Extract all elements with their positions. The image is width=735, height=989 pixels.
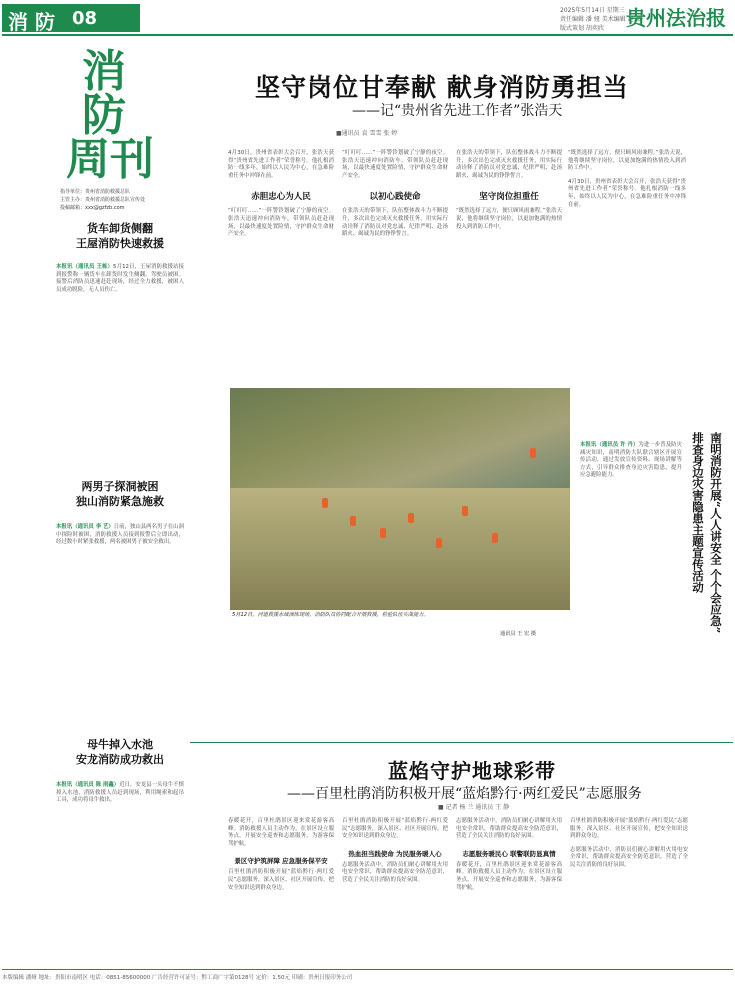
feature-paragraph: 在张浩天的带领下，队伍整体战斗力不断提升，多次出色完成灭火救援任务，用实际行动诠释了消防员对党忠诚、纪律严明、赴汤蹈火、竭诚为民的铮铮誓言。 xyxy=(342,208,448,238)
left-article-1 xyxy=(56,222,184,294)
issue-date: 2025年5月14日 星期三 xyxy=(560,7,625,14)
feature-paragraph: “既然选择了远方，便只顾风雨兼程。”张浩天说，他将继续坚守岗位，以更加饱满的热情投入到消防工作中。 xyxy=(568,150,686,172)
article-title-line1: 两男子探洞被困 xyxy=(81,480,159,493)
mid-col-4 xyxy=(570,818,688,870)
footer-rule xyxy=(2,969,733,970)
feature-paragraph: 4月30日，贵州省表彰大会召开，张浩天获得“贵州省先进工作者”荣誉称号。他扎根消防一线多年，始终以人民为中心，在急难险重任务中冲锋在前。 xyxy=(228,150,334,179)
mid-section-head: 景区守护筑屏障 应急服务保平安 xyxy=(234,857,328,866)
mid-paragraph: 志愿服务活动中，消防员们耐心讲解用火用电安全常识，帮助群众提高安全防范意识，营造了全民关注消防的良好氛围。 xyxy=(342,861,448,883)
side-title-a: 南明消防开展“人人讲安全 个个会应急” xyxy=(709,432,723,634)
feature-section-head: 以初心践使命 xyxy=(369,192,421,203)
feature-paragraph: 在张浩天的带领下，队伍整体战斗力不断提升，多次出色完成灭火救援任务，用实际行动诠释了消防员对党忠诚、纪律严明、赴汤蹈火、竭诚为民的铮铮誓言。 xyxy=(456,150,562,179)
editor-line-1: 指导单位：贵州省消防救援总队 xyxy=(60,189,131,195)
mid-paragraph: 百里杜鹃消防积极开展“蓝焰黔行·两红爱民”志愿服务，深入景区、社区开展宣传，把安全知识送到群众身边。 xyxy=(570,818,688,840)
mid-paragraph: 百里杜鹃消防积极开展“蓝焰黔行·两红爱民”志愿服务，深入景区、社区开展宣传，把安全知识送到群众身边。 xyxy=(228,869,334,891)
mid-paragraph: 志愿服务活动中，消防员们耐心讲解用火用电安全常识，帮助群众提高安全防范意识，营造了全民关注消防的良好氛围。 xyxy=(570,846,688,868)
feature-col-1 xyxy=(228,150,334,239)
feature-col-4 xyxy=(568,150,686,209)
article-title-line1: 母牛掉入水池 xyxy=(87,738,153,751)
mid-paragraph: 春暖花开，百里杜鹃景区迎来赏花游客高峰。消防救援人员主动作为，在景区设立服务点，开展安全巡查和志愿服务，为游客保驾护航。 xyxy=(456,861,562,891)
feature-subtitle: ——记“贵州省先进工作者”张浩天 xyxy=(352,103,563,119)
rescuer-figure xyxy=(462,506,468,516)
rescuer-figure xyxy=(322,498,328,508)
left-article-2 xyxy=(56,480,184,547)
article-title-line2: 王屋消防快速救援 xyxy=(76,237,164,250)
feature-paragraph: “叮叮叮……”一阵警铃划破了宁静的夜空。张浩天迅速冲向消防车，带领队员赶赴现场，以最快速度处置险情，守护群众生命财产安全。 xyxy=(342,150,448,179)
mid-paragraph: 春暖花开，百里杜鹃景区迎来赏花游客高峰。消防救援人员主动作为，在景区设立服务点，开展安全巡查和志愿服务，为游客保驾护航。 xyxy=(228,818,334,847)
side-title-b: 排查身边灾害隐患主题宣传活动 xyxy=(691,432,705,593)
rescuer-figure xyxy=(530,448,536,458)
photo-water xyxy=(230,488,570,610)
mid-paragraph: 志愿服务活动中，消防员们耐心讲解用火用电安全常识，帮助群众提高安全防范意识，营造了全民关注消防的良好氛围。 xyxy=(456,818,562,840)
article-title-line2: 独山消防紧急施救 xyxy=(76,495,164,508)
article-byline: 本报讯（通讯员 陈 雨鑫） xyxy=(56,782,120,788)
mid-section-head: 志愿服务暖民心 联警联防显真情 xyxy=(462,849,556,858)
mid-reporters: ■ 记者 杨 兰 通讯员 王 静 xyxy=(438,804,510,811)
column-logo-top: 消防 xyxy=(82,46,126,141)
header-rule xyxy=(2,34,733,36)
rescue-photo xyxy=(230,388,570,610)
mid-subtitle: ——百里杜鹃消防积极开展“蓝焰黔行·两红爱民”志愿服务 xyxy=(287,786,642,802)
page-footer: 本版编辑 潘娅 地址：贵阳市南明区 电话：0851-85600000 广告经营许可证号：黔工商广字第0128号 定价：1.50元 印刷：贵州日报印务公司 xyxy=(2,975,353,981)
photo-caption: 5月12日，河道救援水域演练现场，消防队员协同配合开展救援，检验队伍实战能力。 xyxy=(232,612,429,618)
feature-paragraph: “既然选择了远方，便只顾风雨兼程。”张浩天说，他将继续坚守岗位，以更加饱满的热情投入到消防工作中。 xyxy=(456,208,562,230)
feature-paragraph: 4月30日，贵州省表彰大会召开，张浩天获得“贵州省先进工作者”荣誉称号。他扎根消防一线多年，始终以人民为中心，在急难险重任务中冲锋在前。 xyxy=(568,178,686,208)
layout-line: 版式策划 胡奕欣 xyxy=(560,25,604,32)
article-title-line1: 货车卸货侧翻 xyxy=(87,222,153,235)
rescuer-figure xyxy=(408,513,414,523)
article-body: 日前，独山县两名男子在山洞中探险时被困，消防救援人员接到报警后立即出动，经过数小时紧张救援，两名被困男子被安全救出。 xyxy=(56,524,184,546)
newspaper-logo: 贵州法治报 xyxy=(626,6,726,30)
rescuer-figure xyxy=(492,533,498,543)
feature-title: 坚守岗位甘奉献 献身消防勇担当 xyxy=(255,73,629,102)
page-header xyxy=(0,0,735,36)
rescuer-figure xyxy=(350,516,356,526)
page-number: 08 xyxy=(72,8,98,29)
mid-col-3 xyxy=(456,818,562,892)
feature-reporters: ■通讯员 袁 雪雪 张 婷 xyxy=(336,130,398,137)
article-body: 近日，安龙县一头母牛不慎掉入水池，消防救援人员赶到现场，利用绳索和起吊工具，成功将母牛救出。 xyxy=(56,782,184,804)
article-title-line2: 安龙消防成功救出 xyxy=(76,753,164,766)
feature-col-2 xyxy=(342,150,448,239)
mid-section-head: 热血担当践使命 为民服务暖人心 xyxy=(348,849,442,858)
section-divider xyxy=(190,742,733,743)
feature-paragraph: “叮叮叮……”一阵警铃划破了宁静的夜空。张浩天迅速冲向消防车，带领队员赶赴现场，以最快速度处置险情，守护群众生命财产安全。 xyxy=(228,208,334,238)
mid-col-2 xyxy=(342,818,448,885)
section-header-box xyxy=(2,4,140,32)
photo-credit: 通讯员 王 宏 摄 xyxy=(500,631,537,637)
rescuer-figure xyxy=(436,538,442,548)
feature-section-head: 坚守岗位担重任 xyxy=(479,192,539,203)
side-article xyxy=(580,442,682,480)
mid-paragraph: 百里杜鹃消防积极开展“蓝焰黔行·两红爱民”志愿服务，深入景区、社区开展宣传，把安全知识送到群众身边。 xyxy=(342,818,448,840)
feature-col-3 xyxy=(456,150,562,231)
feature-section-head: 赤胆忠心为人民 xyxy=(251,192,311,203)
side-body: 为进一步普及防灾减灾知识，南明消防大队联合辖区开展宣传活动，通过发放宣传资料、现场讲解等方式，引导群众排查身边灾害隐患，提升应急避险能力。 xyxy=(580,442,682,479)
article-body: 5月12日，王屋消防救援站接到报警称一辆货车在卸货时发生侧翻，驾驶员被困。接警后消防员迅速赶赴现场，经过全力救援，被困人员成功脱险，无人员伤亡。 xyxy=(56,264,184,293)
section-name: 消 防 xyxy=(8,10,55,34)
mid-title: 蓝焰守护地球彩带 xyxy=(388,759,556,783)
left-article-3 xyxy=(56,738,184,805)
article-byline: 本报讯（通讯员 李 艺） xyxy=(56,524,114,530)
editor-line-2: 主管主办：贵州省消防救援总队宣传处 xyxy=(60,197,146,203)
side-byline: 本报讯（通讯员 许 丹） xyxy=(580,442,639,448)
article-byline: 本报讯（通讯员 王栋） xyxy=(56,264,114,270)
column-logo xyxy=(56,46,166,185)
mid-col-1 xyxy=(228,818,334,892)
column-editor-info xyxy=(60,188,180,212)
editor-line: 责任编辑 潘 娅 美术编辑 赵 薇 xyxy=(560,16,642,23)
column-logo-bottom: 周刊 xyxy=(66,134,154,185)
rescuer-figure xyxy=(380,528,386,538)
editor-line-3: 投稿邮箱：xxx@gzfzb.com xyxy=(60,205,125,211)
